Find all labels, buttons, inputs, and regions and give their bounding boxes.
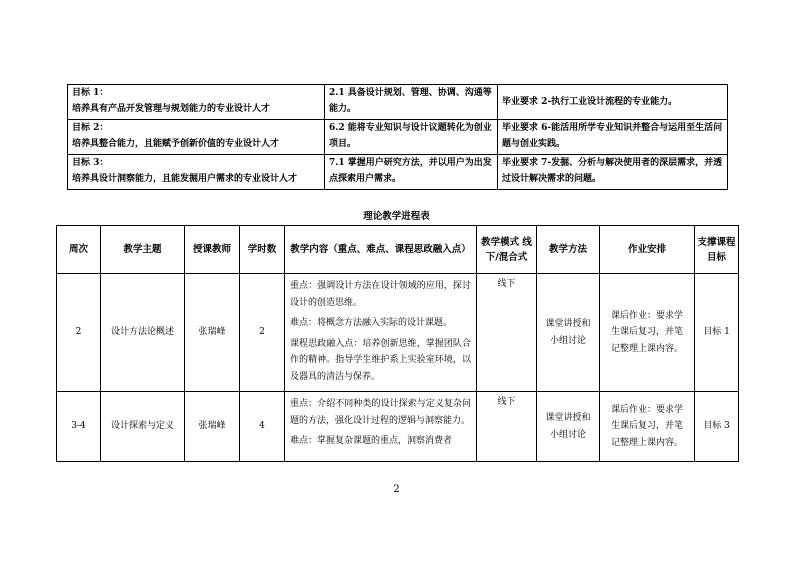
header-week: 周次 [57,226,101,274]
schedule-row [57,274,739,392]
header-target: 支撑课程目标 [695,226,739,274]
indicator-cell: 6.2 能将专业知识与设计议题转化为创业项目。 [325,120,498,155]
content-key-point: 重点：强调设计方法在设计领域的应用，探讨设计的创造思维。 [290,281,471,308]
week-cell: 2 [57,274,101,392]
method-cell: 课堂讲授和小组讨论 [537,392,600,462]
goal-text: 培养具整合能力，且能赋予创新价值的专业设计人才 [72,139,280,149]
requirement-cell: 毕业要求 2-执行工业设计流程的专业能力。 [498,85,728,120]
mode-cell: 线下 [477,274,537,392]
hours-cell: 2 [240,274,285,392]
indicator-cell: 2.1 具备设计规划、管理、协调、沟通等能力。 [325,85,498,120]
goal-label: 目标 1： [72,88,109,98]
goal-row [68,85,728,120]
goal-cell [68,155,325,190]
goal-text: 培养具设计洞察能力，且能发掘用户需求的专业设计人才 [72,174,298,184]
requirement-cell: 毕业要求 6-能活用所学专业知识并整合与运用至生活问题与创业实践。 [498,120,728,155]
target-cell: 目标 3 [695,392,739,462]
header-homework: 作业安排 [600,226,695,274]
theory-schedule-table [56,225,739,462]
hours-cell: 4 [240,392,285,462]
schedule-header-row [57,226,739,274]
header-mode: 教学模式 线下/混合式 [477,226,537,274]
header-method: 教学方法 [537,226,600,274]
homework-cell: 课后作业：要求学生课后复习，并笔记整理上课内容。 [600,392,695,462]
header-hours: 学时数 [240,226,285,274]
homework-cell: 课后作业：要求学生课后复习，并笔记整理上课内容。 [600,274,695,392]
target-cell: 目标 1 [695,274,739,392]
page-number: 2 [393,484,400,495]
week-cell: 3-4 [57,392,101,462]
indicator-cell: 7.1 掌握用户研究方法，并以用户为出发点探索用户需求。 [325,155,498,190]
header-content: 教学内容（重点、难点、课程思政融入点） [285,226,477,274]
schedule-row [57,392,739,462]
goal-label: 目标 2： [72,123,109,133]
header-teacher: 授课教师 [185,226,240,274]
method-cell: 课堂讲授和小组讨论 [537,274,600,392]
content-ideology: 课程思政融入点：培养创新思维，掌握团队合作的精神。指导学生维护系上实验室环境，以及器具的清洁与保养。 [290,338,471,382]
goal-row [68,155,728,190]
schedule-caption: 理论教学进程表 [363,211,430,222]
goal-cell [68,85,325,120]
goal-cell [68,120,325,155]
topic-cell: 设计方法论概述 [101,274,185,392]
course-goals-table [67,84,728,190]
teacher-cell: 张瑞峰 [185,274,240,392]
goal-text: 培养具有产品开发管理与规划能力的专业设计人才 [72,104,271,114]
content-difficulty: 难点：将概念方法融入实际的设计课题。 [290,318,453,328]
header-topic: 教学主题 [101,226,185,274]
mode-cell: 线下 [477,392,537,462]
topic-cell: 设计探索与定义 [101,392,185,462]
teacher-cell: 张瑞峰 [185,392,240,462]
goal-row [68,120,728,155]
goal-label: 目标 3： [72,158,109,168]
content-cell [285,274,477,392]
content-difficulty: 难点：掌握复杂课题的重点，洞察消费者 [290,436,453,446]
content-cell [285,392,477,462]
requirement-cell: 毕业要求 7-发掘、分析与解决使用者的深层需求，并透过设计解决需求的问题。 [498,155,728,190]
content-key-point: 重点：介绍不同种类的设计探索与定义复杂问题的方法，强化设计过程的逻辑与洞察能力。 [290,399,471,426]
